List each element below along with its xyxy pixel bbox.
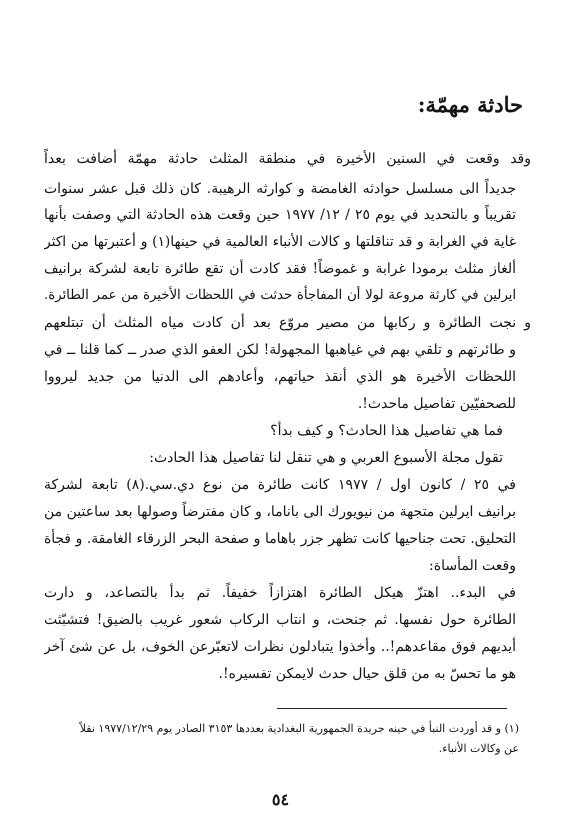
footnote-line: عن وكالات الأنباء.: [438, 742, 519, 755]
text-line: في ٢٥ / كانون اول / ١٩٧٧ كانت طائرة من نوع دي.سي.(٨) تابعة لشركة: [44, 477, 516, 493]
text-line: اللحظات الأخيرة هو الذي أنقذ حياتهم، وأعادهم الى الدنيا من جديد ليرووا: [44, 369, 516, 385]
footnote-separator: [277, 708, 507, 709]
text-line: في البدء.. اهتزّ هيكل الطائرة اهتزازاً خفيفاً. ثم بدأ بالتصاعد، و دارت: [44, 585, 516, 601]
text-line: و طائرتهم و تلقي بهم في غياهبها المجهولة! لكن العفو الذي صدر ــ كما قلنا ــ في: [44, 342, 516, 358]
text-line: هو ما تحسّ به من قلق حيال حدث لايمكن تفسيره!.: [218, 666, 516, 682]
text-line: ألغاز مثلث برمودا غرابة و غموضاً! فقد كادت أن تقع طائرة تابعة لشركة برانيف: [44, 261, 516, 277]
text-line: للصحفيّين تفاصيل ماحدث!.: [357, 396, 516, 412]
text-line: فما هي تفاصيل هذا الحادث؟ و كيف بدأ؟: [270, 423, 503, 439]
text-line: جديداً الى مسلسل حوادثه الغامضة و كوارثه الرهيبة. كان ذلك قبل عشر سنوات: [44, 181, 516, 197]
text-line: تقريباً و بالتحديد في يوم ٢٥ / ١٢/ ١٩٧٧ حين وقعت هذه الحادثة التي وصفت بأنها: [44, 207, 516, 223]
page-number: ٥٤: [271, 790, 290, 809]
text-line: الطائرة حول نفسها. ثم جنحت، و انتاب الركاب شعور غريب بالضيق! فتشبّثت: [44, 612, 516, 628]
text-line: برانيف ايرلين متجهة من نيويورك الى باناما، و كان مفترضاً وصولها بعد ساعتين من: [44, 504, 516, 520]
text-line: أيديهم فوق مقاعدهم!.. وأخذوا يتبادلون نظرات لاتعبّرعن الخوف، بل عن شئ آخر: [44, 639, 516, 655]
text-line: غاية في الغرابة و قد تناقلتها و كالات الأنباء العالمية في حينها(١) و أعتبرتها من اكثر: [44, 234, 516, 250]
text-line: التحليق. تحت جناحيها كانت تظهر جزر باهاما و صفحة البحر الزرقاء الغامقة. و فجأة: [44, 531, 516, 547]
text-line: و نجت الطائرة و ركابها من مصير مروّع بعد أن كادت مياه المثلث أن تبتلعهم: [44, 315, 531, 331]
footnote-line: (١) و قد أوردت النبأ في حينه جريدة الجمهورية البغدادية بعددها ٣١٥٣ الصادر يوم ١٩٧٧/١٢/٢٩ نقلاً: [79, 722, 519, 735]
text-line: ايرلين في كارثة مروعة لولا أن المفاجأة حدثت في اللحظات الأخيرة من عمر الطائرة.: [44, 288, 516, 303]
section-heading: حادثة مهمّة:: [417, 92, 523, 117]
text-line: وقعت المأساة:: [429, 558, 516, 574]
text-line: وقد وقعت في السنين الأخيرة في منطقة المثلث حادثة مهمّة أضافت بعداً: [44, 151, 531, 167]
text-line: تقول مجلة الأسبوع العربي و هي تنقل لنا تفاصيل هذا الحادث:: [149, 450, 503, 466]
